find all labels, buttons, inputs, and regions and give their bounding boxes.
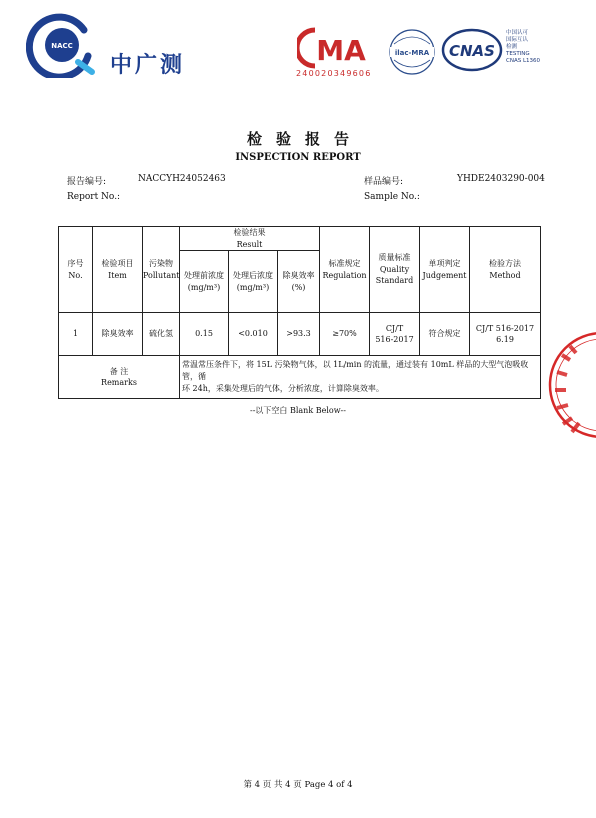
cell-quality: CJ/T 516-2017 bbox=[370, 313, 420, 356]
inspection-stamp bbox=[540, 320, 596, 450]
header-item: 检验项目 Item bbox=[93, 227, 143, 313]
cell-after: <0.010 bbox=[229, 313, 278, 356]
cnas-text: CNAS bbox=[449, 42, 495, 60]
report-title-en: INSPECTION REPORT bbox=[235, 152, 361, 163]
report-no-label-en: Report No.: bbox=[67, 192, 121, 202]
report-title-cn: 检验报告 bbox=[246, 130, 363, 148]
header-after: 处理后浓度 (mg/m³) bbox=[229, 251, 278, 313]
ilac-text: ilac-MRA bbox=[394, 49, 430, 57]
cell-no: 1 bbox=[59, 313, 93, 356]
cnas-line: TESTING bbox=[506, 51, 530, 57]
cnas-line: 国际互认 bbox=[506, 37, 529, 43]
cnas-accreditation-text bbox=[506, 30, 540, 65]
table-row bbox=[59, 313, 541, 356]
cell-regulation: ≥70% bbox=[320, 313, 370, 356]
report-no-value: NACCYH24052463 bbox=[138, 174, 226, 184]
nacc-logo bbox=[26, 12, 98, 78]
sample-no-label-en: Sample No.: bbox=[364, 192, 420, 202]
company-logo-text: 中广测 bbox=[110, 53, 186, 78]
sample-no-value: YHDE2403290-004 bbox=[457, 174, 545, 184]
cell-judgement: 符合规定 bbox=[420, 313, 470, 356]
header-regulation: 标准规定 Regulation bbox=[320, 227, 370, 313]
cnas-logo bbox=[441, 28, 503, 72]
blank-below-note: --以下空白 Blank Below-- bbox=[250, 406, 346, 415]
header-no: 序号 No. bbox=[59, 227, 93, 313]
remarks-label: 备 注 Remarks bbox=[59, 356, 180, 399]
logo-badge-text: NACC bbox=[51, 42, 73, 50]
header-method: 检验方法 Method bbox=[470, 227, 541, 313]
cell-before: 0.15 bbox=[180, 313, 229, 356]
header-before: 处理前浓度 (mg/m³) bbox=[180, 251, 229, 313]
cnas-line: 中国认可 bbox=[506, 30, 529, 36]
cell-rate: >93.3 bbox=[278, 313, 320, 356]
report-no-label-cn: 报告编号: bbox=[67, 177, 107, 187]
table-header-row bbox=[59, 227, 541, 251]
cell-item: 除臭效率 bbox=[93, 313, 143, 356]
header-judgement: 单项判定 Judgement bbox=[420, 227, 470, 313]
remarks-row bbox=[59, 356, 541, 399]
sample-no-label-cn: 样品编号: bbox=[364, 177, 404, 187]
remarks-text: 常温常压条件下，将 15L 污染物气体，以 1L/min 的流量，通过装有 10mL 样品的大型气泡吸收管，循 环 24h，采集处理后的气体，分析浓度，计算除臭效率。 bbox=[180, 356, 541, 399]
header-pollutant: 污染物 Pollutant bbox=[143, 227, 180, 313]
header-quality-standard: 质量标准 Quality Standard bbox=[370, 227, 420, 313]
header-rate: 除臭效率 (%) bbox=[278, 251, 320, 313]
cma-text: MA bbox=[316, 34, 366, 67]
cma-number: 240020349606 bbox=[296, 69, 372, 78]
cnas-line: CNAS L1360 bbox=[506, 58, 541, 64]
header-result: 检验结果 Result bbox=[180, 227, 320, 251]
cell-pollutant: 硫化氢 bbox=[143, 313, 180, 356]
cell-method: CJ/T 516-2017 6.19 bbox=[470, 313, 541, 356]
page-footer: 第 4 页 共 4 页 Page 4 of 4 bbox=[243, 780, 353, 790]
ilac-mra-logo bbox=[388, 26, 436, 78]
results-table bbox=[58, 226, 541, 399]
cnas-line: 检测 bbox=[506, 44, 518, 50]
